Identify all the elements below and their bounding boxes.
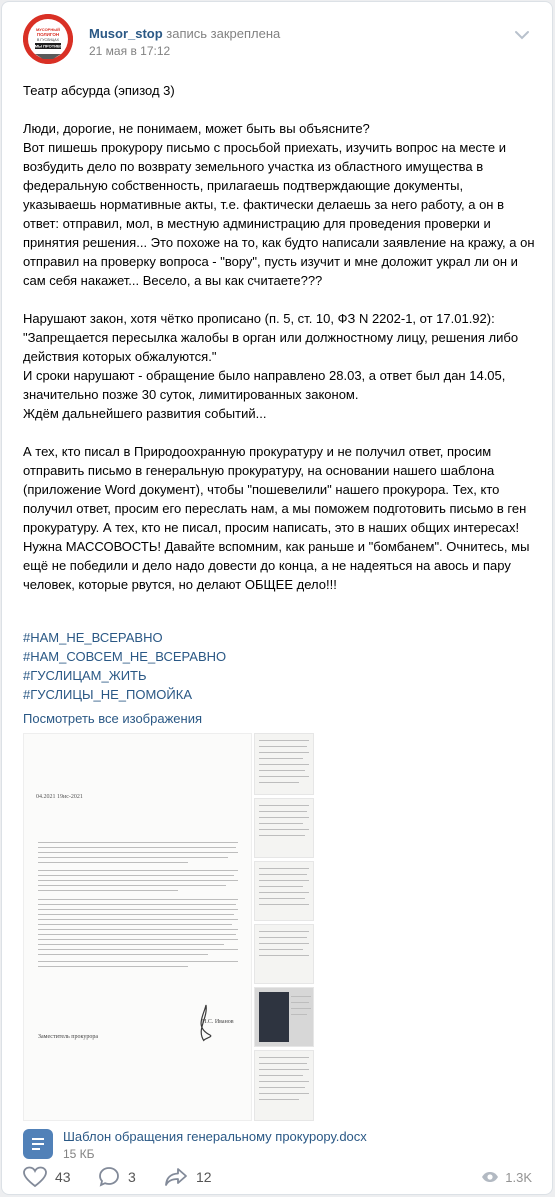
pinned-status: запись закреплена (166, 26, 281, 41)
views-count: 1.3K (505, 1169, 532, 1185)
svg-text:МЫ ПРОТИВ!: МЫ ПРОТИВ! (34, 43, 62, 49)
views-counter (481, 1165, 532, 1189)
chevron-down-icon[interactable] (514, 30, 530, 40)
like-count: 43 (55, 1169, 71, 1185)
thumbnail-image[interactable] (254, 798, 314, 858)
heart-icon (23, 1166, 47, 1188)
comment-button[interactable] (98, 1165, 136, 1189)
hashtag-link[interactable]: #ГУСЛИЦАМ_ЖИТЬ (23, 668, 147, 683)
hashtag-link[interactable]: #НАМ_НЕ_ВСЕРАВНО (23, 630, 163, 645)
post-date[interactable]: 21 мая в 17:12 (89, 44, 171, 58)
letter-date-line: 04.2021 19ис-2021 (36, 794, 83, 800)
thumbnail-image[interactable] (254, 1050, 314, 1121)
svg-text:В ГУСЛИЦАХ: В ГУСЛИЦАХ (37, 38, 59, 42)
document-photo[interactable] (23, 733, 252, 1121)
signature-scribble-icon (184, 999, 224, 1044)
post-card (1, 1, 553, 1195)
comment-icon (98, 1166, 120, 1188)
attachment-size: 15 КБ (63, 1147, 95, 1161)
svg-text:ПОЛИГОН: ПОЛИГОН (36, 32, 60, 37)
thumbnail-image[interactable] (254, 861, 314, 921)
hashtag-link[interactable]: #НАМ_СОВСЕМ_НЕ_ВСЕРАВНО (23, 649, 227, 664)
signature-role: Заместитель прокурора (38, 1034, 98, 1040)
post-text: Театр абсурда (эпизод 3) Люди, дорогие, не понимаем, может быть вы объясните? Вот пишешь прокурору письмо с просьбой приехать, изучить вопрос на месте и возбудить дело по возврату земельного участка из областного имущества в федеральную собственность, прилагаешь подтверждающие документы, указываешь нормативные акты, т.е. фактически делаешь за него работу, а он в ответ: отправил, мол, в местную администрацию для проведения проверки и принятия решения... Это похоже на то, как будто написали заявление на кражу, а он отправил на проверку вопроса - "вору", пусть изучит и мне доложит украл ли он и сам себя накажет... Весело, а вы как считаете??? Нарушают закон, хотя чётко прописано (п. 5, ст. 10, ФЗ N 2202-1, от 17.01.92): "Запрещается пересылка жалобы в орган или должностному лицу, решения либо действия которых обжалуются." И сроки нарушают - обращение было направлено 28.03, а ответ был дан 14.05, значительно позже 30 суток, лимитированных законом. Ждём дальнейшего развития событий... А тех, кто писал в Природоохранную прокуратуру и не получил ответ, просим отправить письмо в генеральную прокуратуру, на основании нашего шаблона (приложение Word документ), чтобы "пошевелили" нашего прокурора. Тех, кто получил ответ, просим его переслать нам, а мы поможем подготовить письмо в ген прокуратуру. А тех, кто не писал, просим написать, это в наших общих интересах! Нужна МАССОВОСТЬ! Давайте вспомним, как раньше и "бомбанем". Очнитесь, мы ещё не победили и дело надо довести до конца, а не надеяться на авось и пару человек, которые рвутся, но делают ОБЩЕЕ дело!!! (23, 83, 535, 592)
avatar-logo-icon (23, 14, 73, 64)
share-icon (164, 1166, 188, 1188)
post-author[interactable] (89, 26, 280, 41)
share-count: 12 (196, 1169, 212, 1185)
image-thumbnails (254, 733, 314, 1121)
share-button[interactable] (164, 1165, 212, 1189)
eye-icon (481, 1171, 499, 1183)
like-button[interactable] (23, 1165, 71, 1189)
comment-count: 3 (128, 1169, 136, 1185)
view-all-images-link[interactable]: Посмотреть все изображения (23, 711, 202, 726)
document-icon[interactable] (23, 1129, 53, 1159)
attachment-title[interactable]: Шаблон обращения генеральному прокурору.docx (63, 1129, 367, 1144)
thumbnail-image[interactable] (254, 924, 314, 984)
hashtag-link[interactable]: #ГУСЛИЦЫ_НЕ_ПОМОЙКА (23, 687, 192, 702)
signature-name: Н.С. Иванов (202, 1019, 234, 1025)
author-name[interactable]: Musor_stop (89, 26, 163, 41)
avatar[interactable] (23, 14, 73, 64)
thumbnail-image[interactable] (254, 733, 314, 795)
thumbnail-image[interactable] (254, 987, 314, 1047)
svg-text:МУСОРНЫЙ: МУСОРНЫЙ (35, 27, 61, 32)
